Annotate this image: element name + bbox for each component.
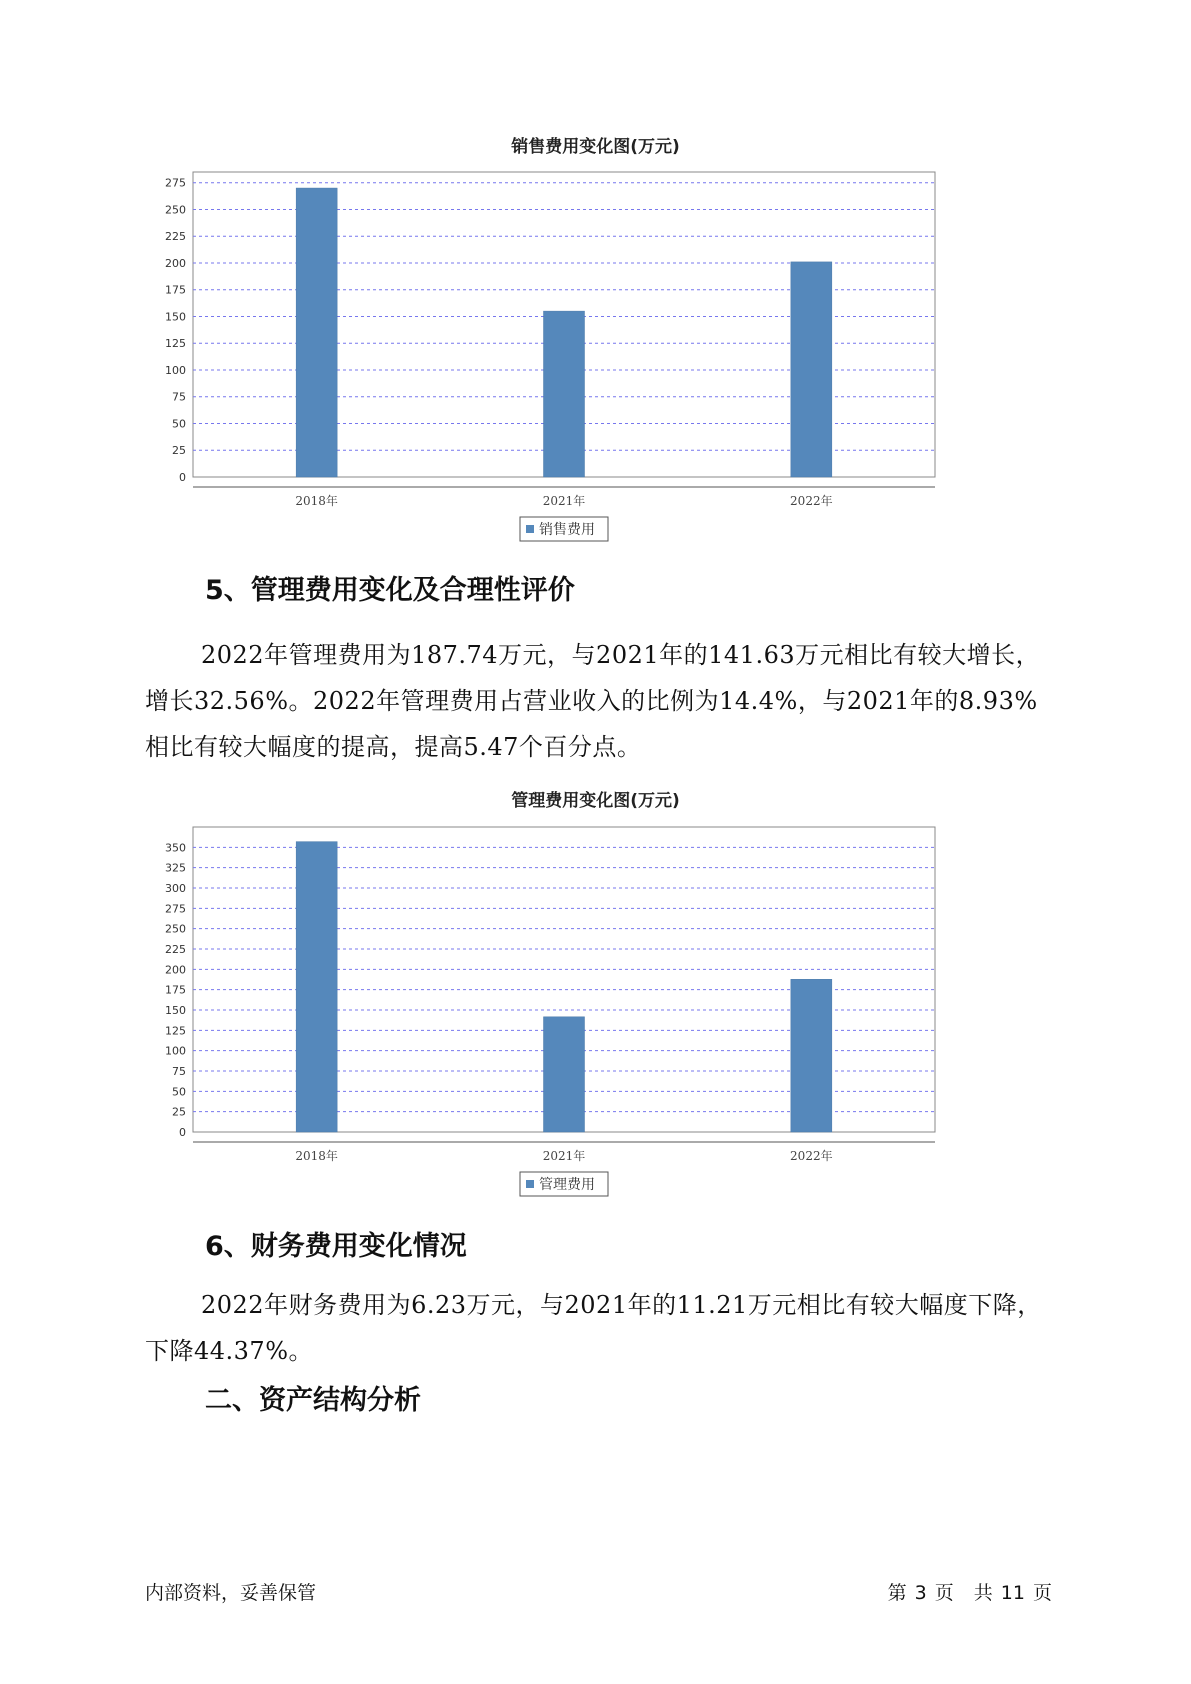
footer-confidential-note: 内部资料，妥善保管 bbox=[145, 1582, 317, 1604]
y-tick-label: 50 bbox=[172, 417, 186, 431]
x-tick-label: 2022年 bbox=[790, 1149, 833, 1163]
y-tick-label: 200 bbox=[165, 256, 186, 270]
y-tick-label: 75 bbox=[172, 1065, 186, 1078]
y-tick-label: 175 bbox=[165, 283, 186, 297]
legend-swatch bbox=[526, 525, 534, 533]
y-tick-label: 225 bbox=[165, 230, 186, 244]
y-tick-label: 275 bbox=[165, 176, 186, 190]
y-tick-label: 25 bbox=[172, 1105, 186, 1119]
footer-page-info bbox=[884, 1578, 1056, 1605]
chart-1-title: 销售费用变化图(万元) bbox=[511, 137, 680, 157]
x-tick-label: 2021年 bbox=[542, 494, 586, 508]
y-tick-label: 300 bbox=[165, 882, 186, 895]
legend-label: 销售费用 bbox=[539, 522, 595, 538]
chart-2-title: 管理费用变化图(万元) bbox=[511, 791, 680, 811]
y-tick-label: 250 bbox=[165, 203, 186, 217]
chart-1-sales-expense bbox=[150, 165, 950, 550]
section-two-heading: 二、资产结构分析 bbox=[205, 1385, 421, 1416]
legend-label: 管理费用 bbox=[539, 1177, 595, 1193]
y-tick-label: 125 bbox=[165, 337, 186, 351]
bar bbox=[544, 1017, 585, 1132]
y-tick-label: 25 bbox=[172, 444, 186, 458]
x-tick-label: 2018年 bbox=[295, 494, 338, 508]
legend-swatch bbox=[526, 1180, 534, 1188]
page-number: 3 bbox=[914, 1582, 927, 1604]
bar bbox=[544, 311, 585, 477]
y-tick-label: 100 bbox=[165, 1044, 186, 1058]
page-label-suffix: 页 bbox=[934, 1582, 954, 1604]
section-5-heading: 5、管理费用变化及合理性评价 bbox=[205, 575, 575, 606]
y-tick-label: 275 bbox=[165, 902, 186, 916]
y-tick-label: 150 bbox=[165, 1004, 186, 1017]
x-tick-label: 2022年 bbox=[790, 494, 833, 508]
bar bbox=[296, 188, 337, 477]
y-tick-label: 0 bbox=[179, 1126, 186, 1139]
y-tick-label: 50 bbox=[172, 1085, 186, 1099]
chart-2-management-expense bbox=[150, 820, 950, 1210]
x-tick-label: 2018年 bbox=[295, 1149, 338, 1163]
y-tick-label: 175 bbox=[165, 983, 186, 997]
bar bbox=[791, 262, 832, 477]
total-label-suffix: 页 bbox=[1032, 1582, 1052, 1604]
section-6-paragraph: 2022年财务费用为6.23万元，与2021年的11.21万元相比有较大幅度下降，下降44.37%。 bbox=[145, 1291, 1042, 1365]
bar bbox=[791, 979, 832, 1132]
y-tick-label: 225 bbox=[165, 943, 186, 956]
y-tick-label: 325 bbox=[165, 861, 186, 875]
page-label-prefix: 第 bbox=[887, 1582, 907, 1604]
section-5-paragraph: 2022年管理费用为187.74万元，与2021年的141.63万元相比有较大增长，增长32.56%。2022年管理费用占营业收入的比例为14.4%，与2021年的8.93%相比有较大幅度的提高，提高5.47个百分点。 bbox=[145, 641, 1041, 761]
y-tick-label: 0 bbox=[179, 471, 186, 484]
y-tick-label: 75 bbox=[172, 390, 186, 404]
y-tick-label: 100 bbox=[165, 363, 186, 377]
section-6-heading: 6、财务费用变化情况 bbox=[205, 1231, 467, 1262]
total-label-prefix: 共 bbox=[973, 1582, 993, 1604]
x-tick-label: 2021年 bbox=[542, 1149, 586, 1163]
bar bbox=[296, 842, 337, 1132]
y-tick-label: 125 bbox=[165, 1024, 186, 1038]
total-pages: 11 bbox=[1000, 1582, 1025, 1604]
y-tick-label: 250 bbox=[165, 922, 186, 936]
y-tick-label: 150 bbox=[165, 310, 186, 324]
y-tick-label: 200 bbox=[165, 963, 186, 977]
y-tick-label: 350 bbox=[165, 841, 186, 855]
